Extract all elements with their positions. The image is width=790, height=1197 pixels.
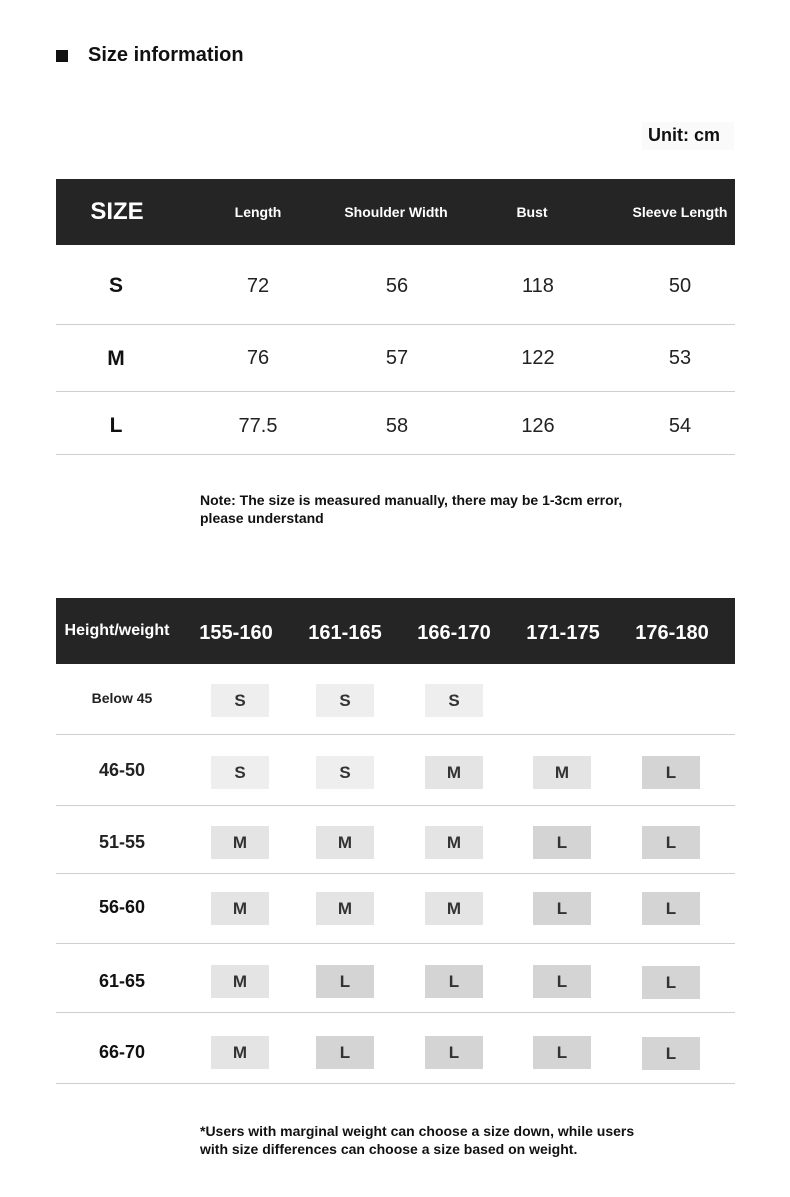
header-height: 155-160 <box>199 621 273 644</box>
footnote-line: with size differences can choose a size based on weight. <box>200 1141 578 1157</box>
size-label: S <box>108 274 123 297</box>
size-label: M <box>107 347 125 370</box>
square-bullet-icon <box>56 50 68 62</box>
size-badge: S <box>211 684 269 717</box>
weight-label: 46-50 <box>98 760 146 780</box>
size-badge: L <box>642 1037 700 1070</box>
header-bust: Bust <box>516 204 548 220</box>
header-length: Length <box>234 204 282 220</box>
row-divider <box>56 324 735 325</box>
row-divider <box>56 1083 735 1084</box>
weight-label: 51-55 <box>98 832 146 852</box>
header-height-weight: Height/weight <box>64 622 170 639</box>
unit-label: Unit: cm <box>642 122 734 150</box>
size-badge: M <box>425 756 483 789</box>
sleeve-value: 50 <box>668 275 692 297</box>
size-badge: L <box>642 966 700 999</box>
size-badge: L <box>316 1036 374 1069</box>
measurement-note <box>200 491 622 527</box>
size-table-header <box>56 179 735 245</box>
size-badge: M <box>211 826 269 859</box>
header-height: 166-170 <box>417 621 491 644</box>
row-divider <box>56 391 735 392</box>
row-divider <box>56 873 735 874</box>
row-divider <box>56 943 735 944</box>
shoulder-value: 57 <box>385 347 409 369</box>
size-badge: S <box>316 684 374 717</box>
footnote-line: *Users with marginal weight can choose a size down, while users <box>200 1123 635 1139</box>
row-divider <box>56 805 735 806</box>
size-badge: L <box>642 756 700 789</box>
header-height: 176-180 <box>635 621 709 644</box>
header-height: 161-165 <box>308 621 382 644</box>
header-size: SIZE <box>90 198 144 225</box>
size-badge: M <box>533 756 591 789</box>
size-badge: L <box>642 892 700 925</box>
note-line: Note: The size is measured manually, there may be 1-3cm error, <box>200 492 623 508</box>
size-badge: M <box>211 1036 269 1069</box>
size-badge: M <box>425 826 483 859</box>
bust-value: 126 <box>521 415 555 437</box>
size-label: L <box>109 414 123 437</box>
row-divider <box>56 1012 735 1013</box>
header-height: 171-175 <box>526 621 600 644</box>
section-title: Size information <box>88 44 244 66</box>
note-line: please understand <box>200 510 324 526</box>
header-sleeve-length: Sleeve Length <box>632 204 728 220</box>
section-header <box>56 44 244 67</box>
weight-label: Below 45 <box>91 690 153 706</box>
size-badge: L <box>533 892 591 925</box>
footnote <box>200 1122 634 1158</box>
size-badge: M <box>211 892 269 925</box>
length-value: 77.5 <box>238 415 278 437</box>
sleeve-value: 54 <box>668 415 692 437</box>
size-badge: S <box>425 684 483 717</box>
recommend-table-header <box>56 598 735 664</box>
size-badge: L <box>425 965 483 998</box>
size-badge: L <box>533 965 591 998</box>
size-badge: M <box>211 965 269 998</box>
bust-value: 118 <box>522 275 554 297</box>
bust-value: 122 <box>521 347 555 369</box>
shoulder-value: 58 <box>385 415 409 437</box>
size-badge: S <box>316 756 374 789</box>
header-shoulder-width: Shoulder Width <box>344 204 448 220</box>
weight-label: 66-70 <box>98 1042 146 1062</box>
weight-label: 56-60 <box>98 897 146 917</box>
size-badge: L <box>316 965 374 998</box>
size-badge: M <box>316 826 374 859</box>
sleeve-value: 53 <box>668 347 692 369</box>
shoulder-value: 56 <box>385 275 409 297</box>
length-value: 72 <box>246 275 270 297</box>
size-badge: M <box>316 892 374 925</box>
size-badge: L <box>533 1036 591 1069</box>
size-badge: M <box>425 892 483 925</box>
row-divider <box>56 734 735 735</box>
size-badge: L <box>533 826 591 859</box>
weight-label: 61-65 <box>98 971 146 991</box>
size-badge: S <box>211 756 269 789</box>
size-badge: L <box>425 1036 483 1069</box>
size-badge: L <box>642 826 700 859</box>
row-divider <box>56 454 735 455</box>
length-value: 76 <box>246 347 270 369</box>
